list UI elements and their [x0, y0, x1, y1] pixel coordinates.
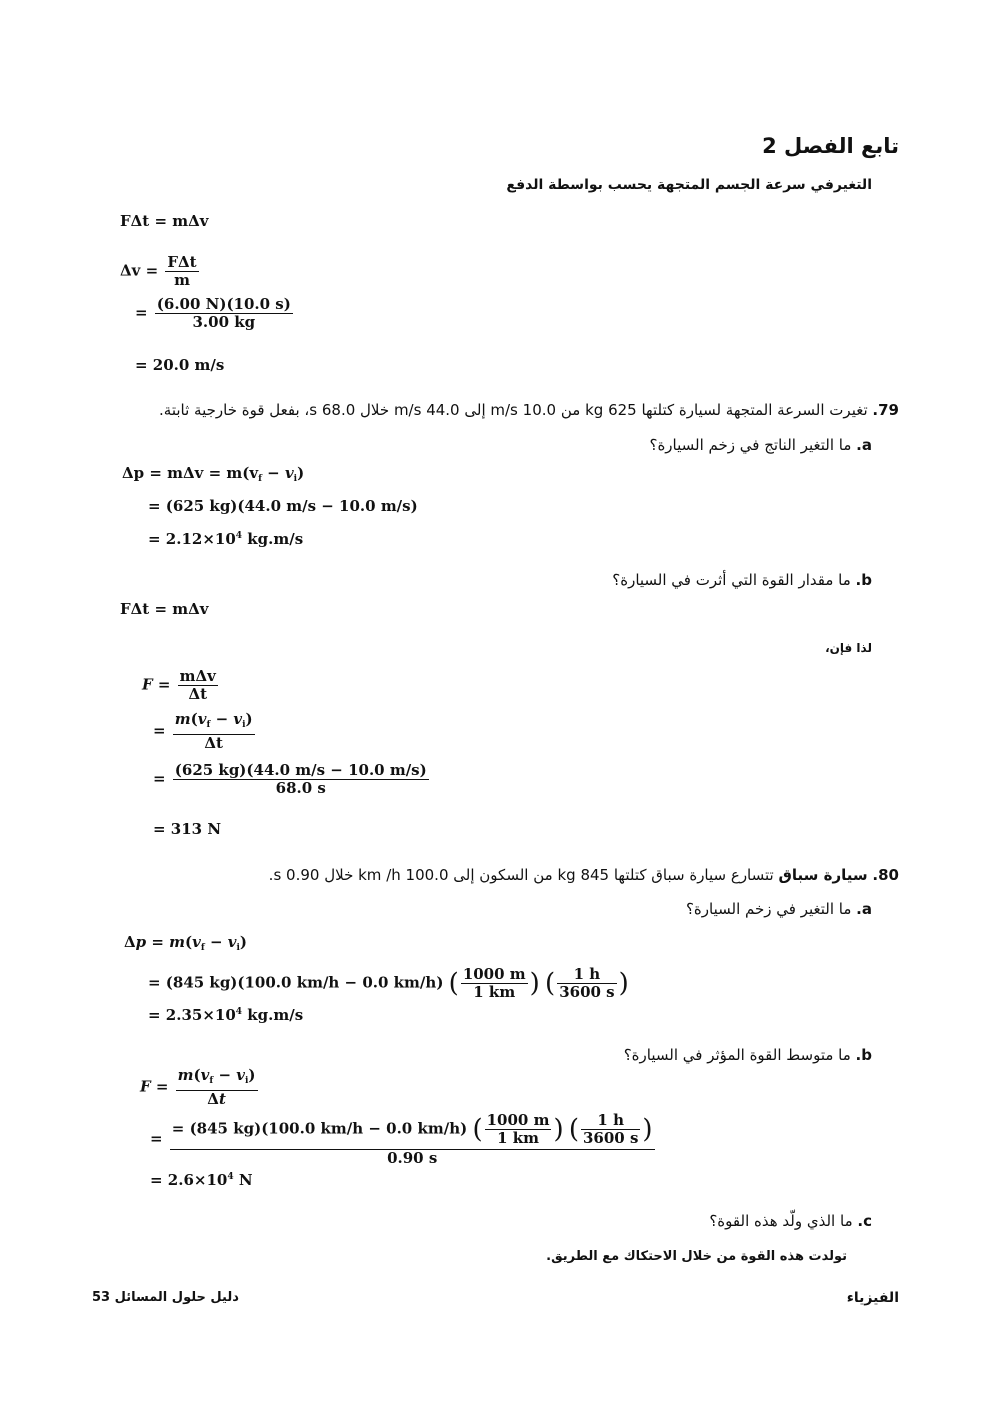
p79a-eq-result: = $2.12\times 10^4$ kg.m/s	[148, 530, 304, 548]
p80b-eq-result: = $2.6\times 10^4$ N	[150, 1171, 253, 1189]
chapter-title: تابع الفصل 2	[762, 134, 899, 158]
p80a-eq-result: = $2.35\times 10^4$ kg.m/s	[148, 1006, 304, 1024]
problem-80-part-a-question: a. ما التغير في زخم السيارة؟	[685, 900, 872, 918]
p79b-eq-result: = 313 N	[153, 820, 222, 838]
problem-79-part-b-question: b. ما مقدار القوة التي أثرت في السيارة؟	[612, 571, 872, 589]
problem-80-part-c-question: c. ما الذي ولّد هذه القوة؟	[709, 1212, 872, 1230]
p79b-eq-impulse: FΔt = mΔv	[120, 600, 209, 618]
p79b-eq-force: F = $\frac{\text{mΔv}}{\Delta t}$	[142, 667, 216, 703]
problem-79-part-a-question: a. ما التغير الناتج في زخم السيارة؟	[649, 436, 872, 454]
section-subtitle: التغيرفي سرعة الجسم المتجهة يحسب بواسطة الدفع	[506, 177, 872, 193]
p79a-eq-momentum: $\Delta p = m\Delta v = m(v_f - v_i)$	[122, 464, 305, 484]
therefore-label: لذا فإن،	[825, 641, 872, 655]
p80a-eq-substitution: = (845 kg)(100.0 km/h − 0.0 km/h) ( $\frac{1000 m}{1 km}$ ) ( $\frac{1 h}{3600 s}$ )	[148, 965, 629, 1001]
p79b-eq-force-expanded: = $\frac{m(v_f - v_i)}{\Delta t}$	[153, 710, 253, 752]
intro-eq-substitution: = $\frac{(6.00 N)(10.0 s)}{3.00 kg}$	[135, 295, 291, 331]
p80a-eq-momentum: $\Delta p = m(v_f - v_i)$	[124, 933, 247, 953]
problem-80-part-c-answer: تولدت هذه القوة من خلال الاحتكاك مع الطريق.	[546, 1249, 847, 1264]
p79b-eq-substitution: = $\frac{(625 kg)(44.0 m/s - 10.0 m/s)}{68.0 s}$	[153, 761, 427, 797]
footer-left: دليل حلول المسائل 53	[92, 1290, 239, 1305]
problem-79-statement: 79. تغيرت السرعة المتجهة لسيارة كتلتها 625 kg من 10.0 m/s إلى 44.0 m/s خلال 68.0 s، بفعل قوة خارجية ثابتة.	[159, 401, 899, 419]
footer-right: الفيزياء	[846, 1290, 899, 1306]
p80b-eq-substitution: = = (845 kg)(100.0 km/h − 0.0 km/h) ( $\frac{1000 m}{1 km}$ ) ( $\frac{1 h}{3600 s}$ ) 0.90 s	[150, 1111, 653, 1167]
problem-80-statement: 80. سيارة سباق تتسارع سيارة سباق كتلتها 845 kg من السكون إلى 100.0 km /h خلال 0.90 s.	[268, 866, 899, 884]
intro-eq-impulse: FΔt = mΔv	[120, 212, 209, 230]
intro-eq-result: = 20.0 m/s	[135, 356, 225, 374]
problem-80-part-b-question: b. ما متوسط القوة المؤثر في السيارة؟	[623, 1046, 872, 1064]
p79a-eq-substitution: = (625 kg)(44.0 m/s − 10.0 m/s)	[148, 497, 418, 515]
p80b-eq-force: F = $\frac{m(v_f - v_i)}{\Delta t}$	[140, 1066, 256, 1108]
intro-eq-delta-v: Δv = $\frac{\text{FΔt}}{m}$	[120, 253, 197, 289]
